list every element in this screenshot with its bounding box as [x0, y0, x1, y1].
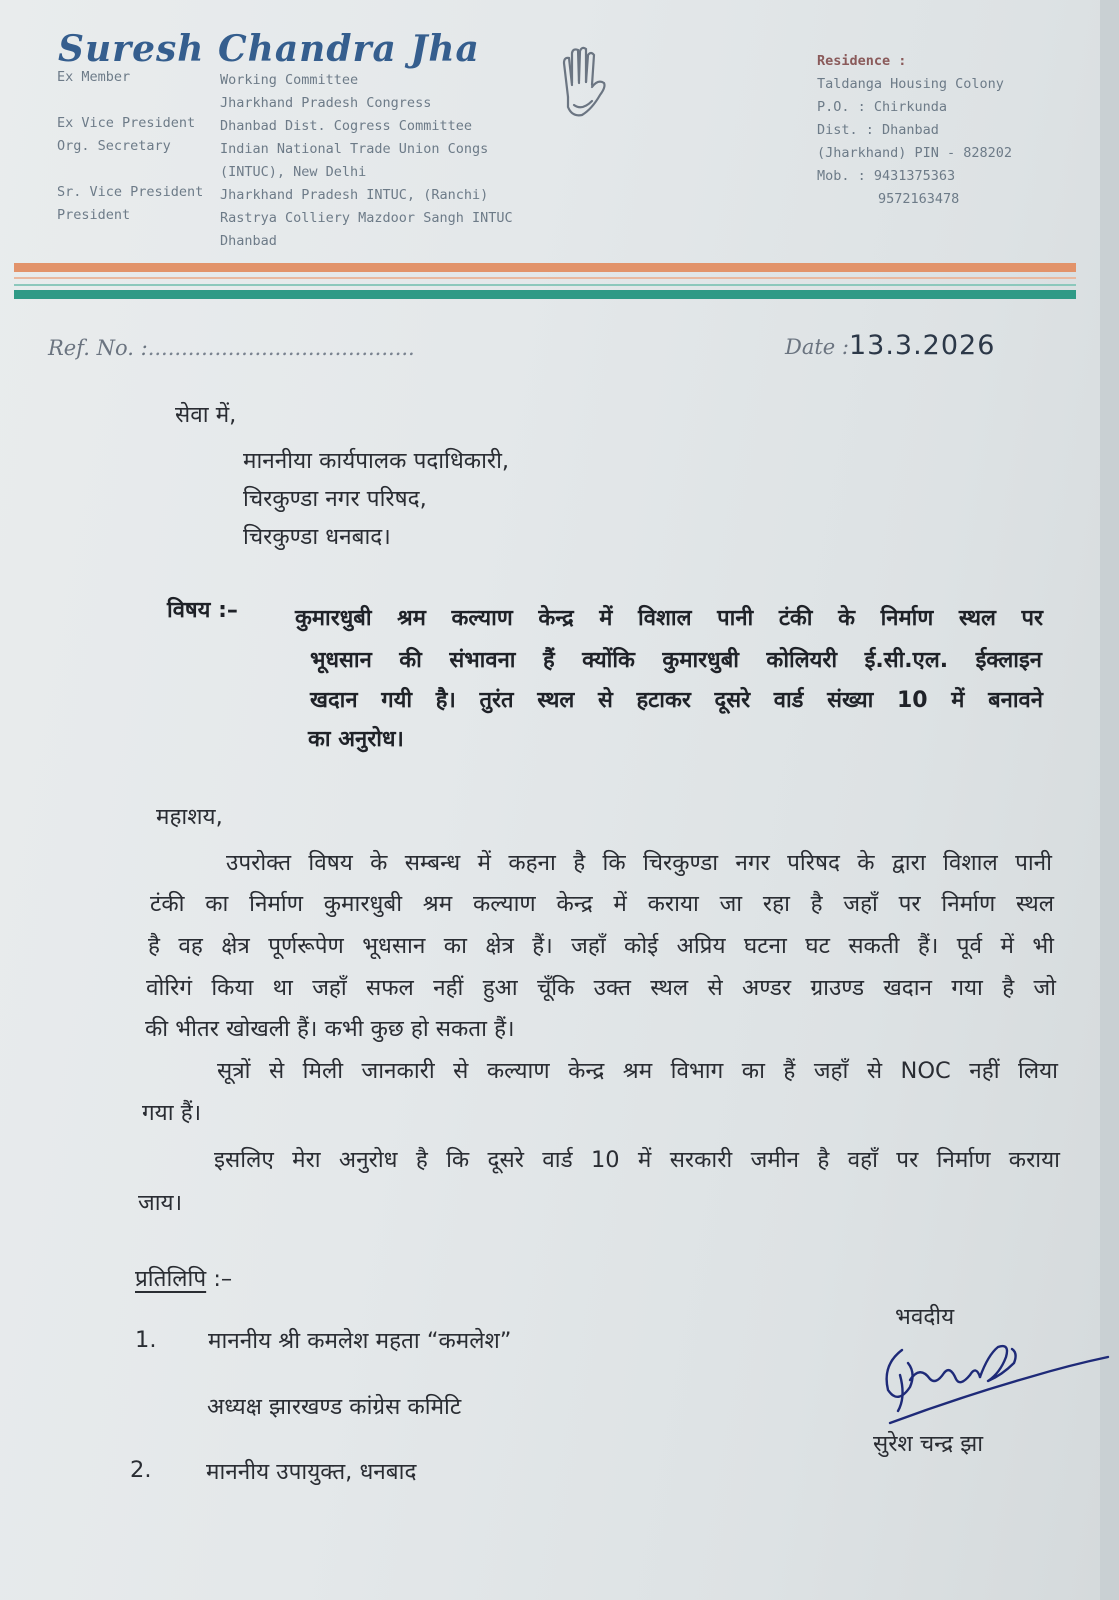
residence-phone: 9572163478: [878, 191, 960, 207]
green-thin-stripe: [14, 284, 1076, 286]
body-line: है वह क्षेत्र पूर्णरूपेण भूधसान का क्षेत्र हैं। जहाँ कोई अप्रिय घटना घट सकती हैं। पूर्व में भी: [148, 933, 1054, 959]
residence-phone: Mob. : 9431375363: [817, 168, 956, 184]
body-line: गया हैं।: [142, 1100, 202, 1126]
copy-line: अध्यक्ष झारखण्ड कांग्रेस कमिटि: [207, 1394, 462, 1420]
ref-dots: ........................................: [147, 336, 415, 360]
saffron-stripe: [14, 263, 1076, 272]
body-line: जाय।: [138, 1190, 183, 1216]
role-title: Ex Vice President: [57, 115, 196, 131]
copy-number: 1.: [135, 1327, 157, 1353]
body-line: की भीतर खोखली हैं। कभी कुछ हो सकता हैं।: [145, 1016, 515, 1042]
date-label: Date :: [785, 335, 849, 359]
subject-line: कुमारधुबी श्रम कल्याण केन्द्र में विशाल पानी टंकी के निर्माण स्थल पर: [295, 606, 1043, 631]
residence-line: Dist. : Dhanbad: [817, 122, 939, 138]
ref-number: [48, 336, 415, 360]
copy-line: माननीय उपायुक्त, धनबाद: [206, 1459, 417, 1485]
role-title: Org. Secretary: [57, 138, 171, 154]
addressee-line: चिरकुण्डा धनबाद।: [243, 524, 391, 550]
role-org: (INTUC), New Delhi: [220, 164, 367, 180]
hand-emblem-icon: [552, 45, 618, 125]
green-stripe: [14, 290, 1076, 299]
subject-line: भूधसान की संभावना हैं क्योंकि कुमारधुबी कोलियरी ई.सी.एल. ईक्लाइन: [310, 648, 1042, 673]
role-org: Working Committee: [220, 72, 359, 88]
body-line: टंकी का निर्माण कुमारधुबी श्रम कल्याण केन्द्र में कराया जा रहा है जहाँ पर निर्माण स्थल: [150, 891, 1054, 917]
role-title: Sr. Vice President: [57, 184, 204, 200]
signatory-name: सुरेश चन्द्र झा: [873, 1431, 984, 1457]
body-line: इसलिए मेरा अनुरोध है कि दूसरे वार्ड 10 में सरकारी जमीन है वहाँ पर निर्माण कराया: [214, 1147, 1060, 1173]
subject-line: खदान गयी है। तुरंत स्थल से हटाकर दूसरे वार्ड संख्या 10 में बनावने: [310, 688, 1043, 713]
subject-label: विषय :–: [167, 598, 238, 623]
copy-number: 2.: [130, 1457, 152, 1483]
date-field: [785, 330, 995, 361]
letterhead-name: Suresh Chandra Jha: [58, 28, 480, 70]
residence-block: [817, 50, 1012, 211]
addressee-line: चिरकुण्डा नगर परिषद,: [243, 486, 427, 512]
copies-label: प्रतिलिपि: [135, 1266, 207, 1292]
date-value: 13.3.2026: [848, 330, 996, 361]
copies-separator: :–: [213, 1266, 233, 1292]
role-org: Jharkhand Pradesh Congress: [220, 95, 432, 111]
residence-heading: Residence :: [817, 53, 907, 69]
role-org: Dhanbad Dist. Cogress Committee: [220, 118, 472, 134]
role-title: President: [57, 207, 131, 223]
addressee-line: माननीया कार्यपालक पदाधिकारी,: [243, 448, 510, 474]
valediction: भवदीय: [895, 1304, 955, 1330]
role-org: Jharkhand Pradesh INTUC, (Ranchi): [220, 187, 489, 203]
residence-line: P.O. : Chirkunda: [817, 99, 948, 115]
subject-line: का अनुरोध।: [308, 727, 404, 752]
ref-label: Ref. No. :: [48, 336, 148, 360]
addressee-salutation: सेवा में,: [175, 402, 237, 428]
role-org: Dhanbad: [220, 233, 277, 249]
body-line: सूत्रों से मिली जानकारी से कल्याण केन्द्र श्रम विभाग का हैं जहाँ से NOC नहीं लिया: [217, 1058, 1058, 1084]
role-title: Ex Member: [57, 69, 131, 85]
copy-line: माननीय श्री कमलेश महता “कमलेश”: [208, 1328, 512, 1354]
role-org: Indian National Trade Union Congs: [220, 141, 489, 157]
saffron-thin-stripe: [14, 277, 1076, 279]
greeting: महाशय,: [156, 804, 223, 830]
residence-line: (Jharkhand) PIN - 828202: [817, 145, 1013, 161]
role-organisations: [220, 69, 513, 253]
role-org: Rastrya Colliery Mazdoor Sangh INTUC: [220, 210, 513, 226]
body-line: उपरोक्त विषय के सम्बन्ध में कहना है कि चिरकुण्डा नगर परिषद के द्वारा विशाल पानी: [226, 850, 1052, 876]
signature: [880, 1335, 1110, 1430]
residence-line: Taldanga Housing Colony: [817, 76, 1004, 92]
copies-heading: [135, 1262, 232, 1293]
role-titles: [57, 66, 203, 227]
body-line: वोरिगं किया था जहाँ सफल नहीं हुआ चूँकि उक्त स्थल से अण्डर ग्राउण्ड खदान गया है जो: [146, 975, 1056, 1001]
